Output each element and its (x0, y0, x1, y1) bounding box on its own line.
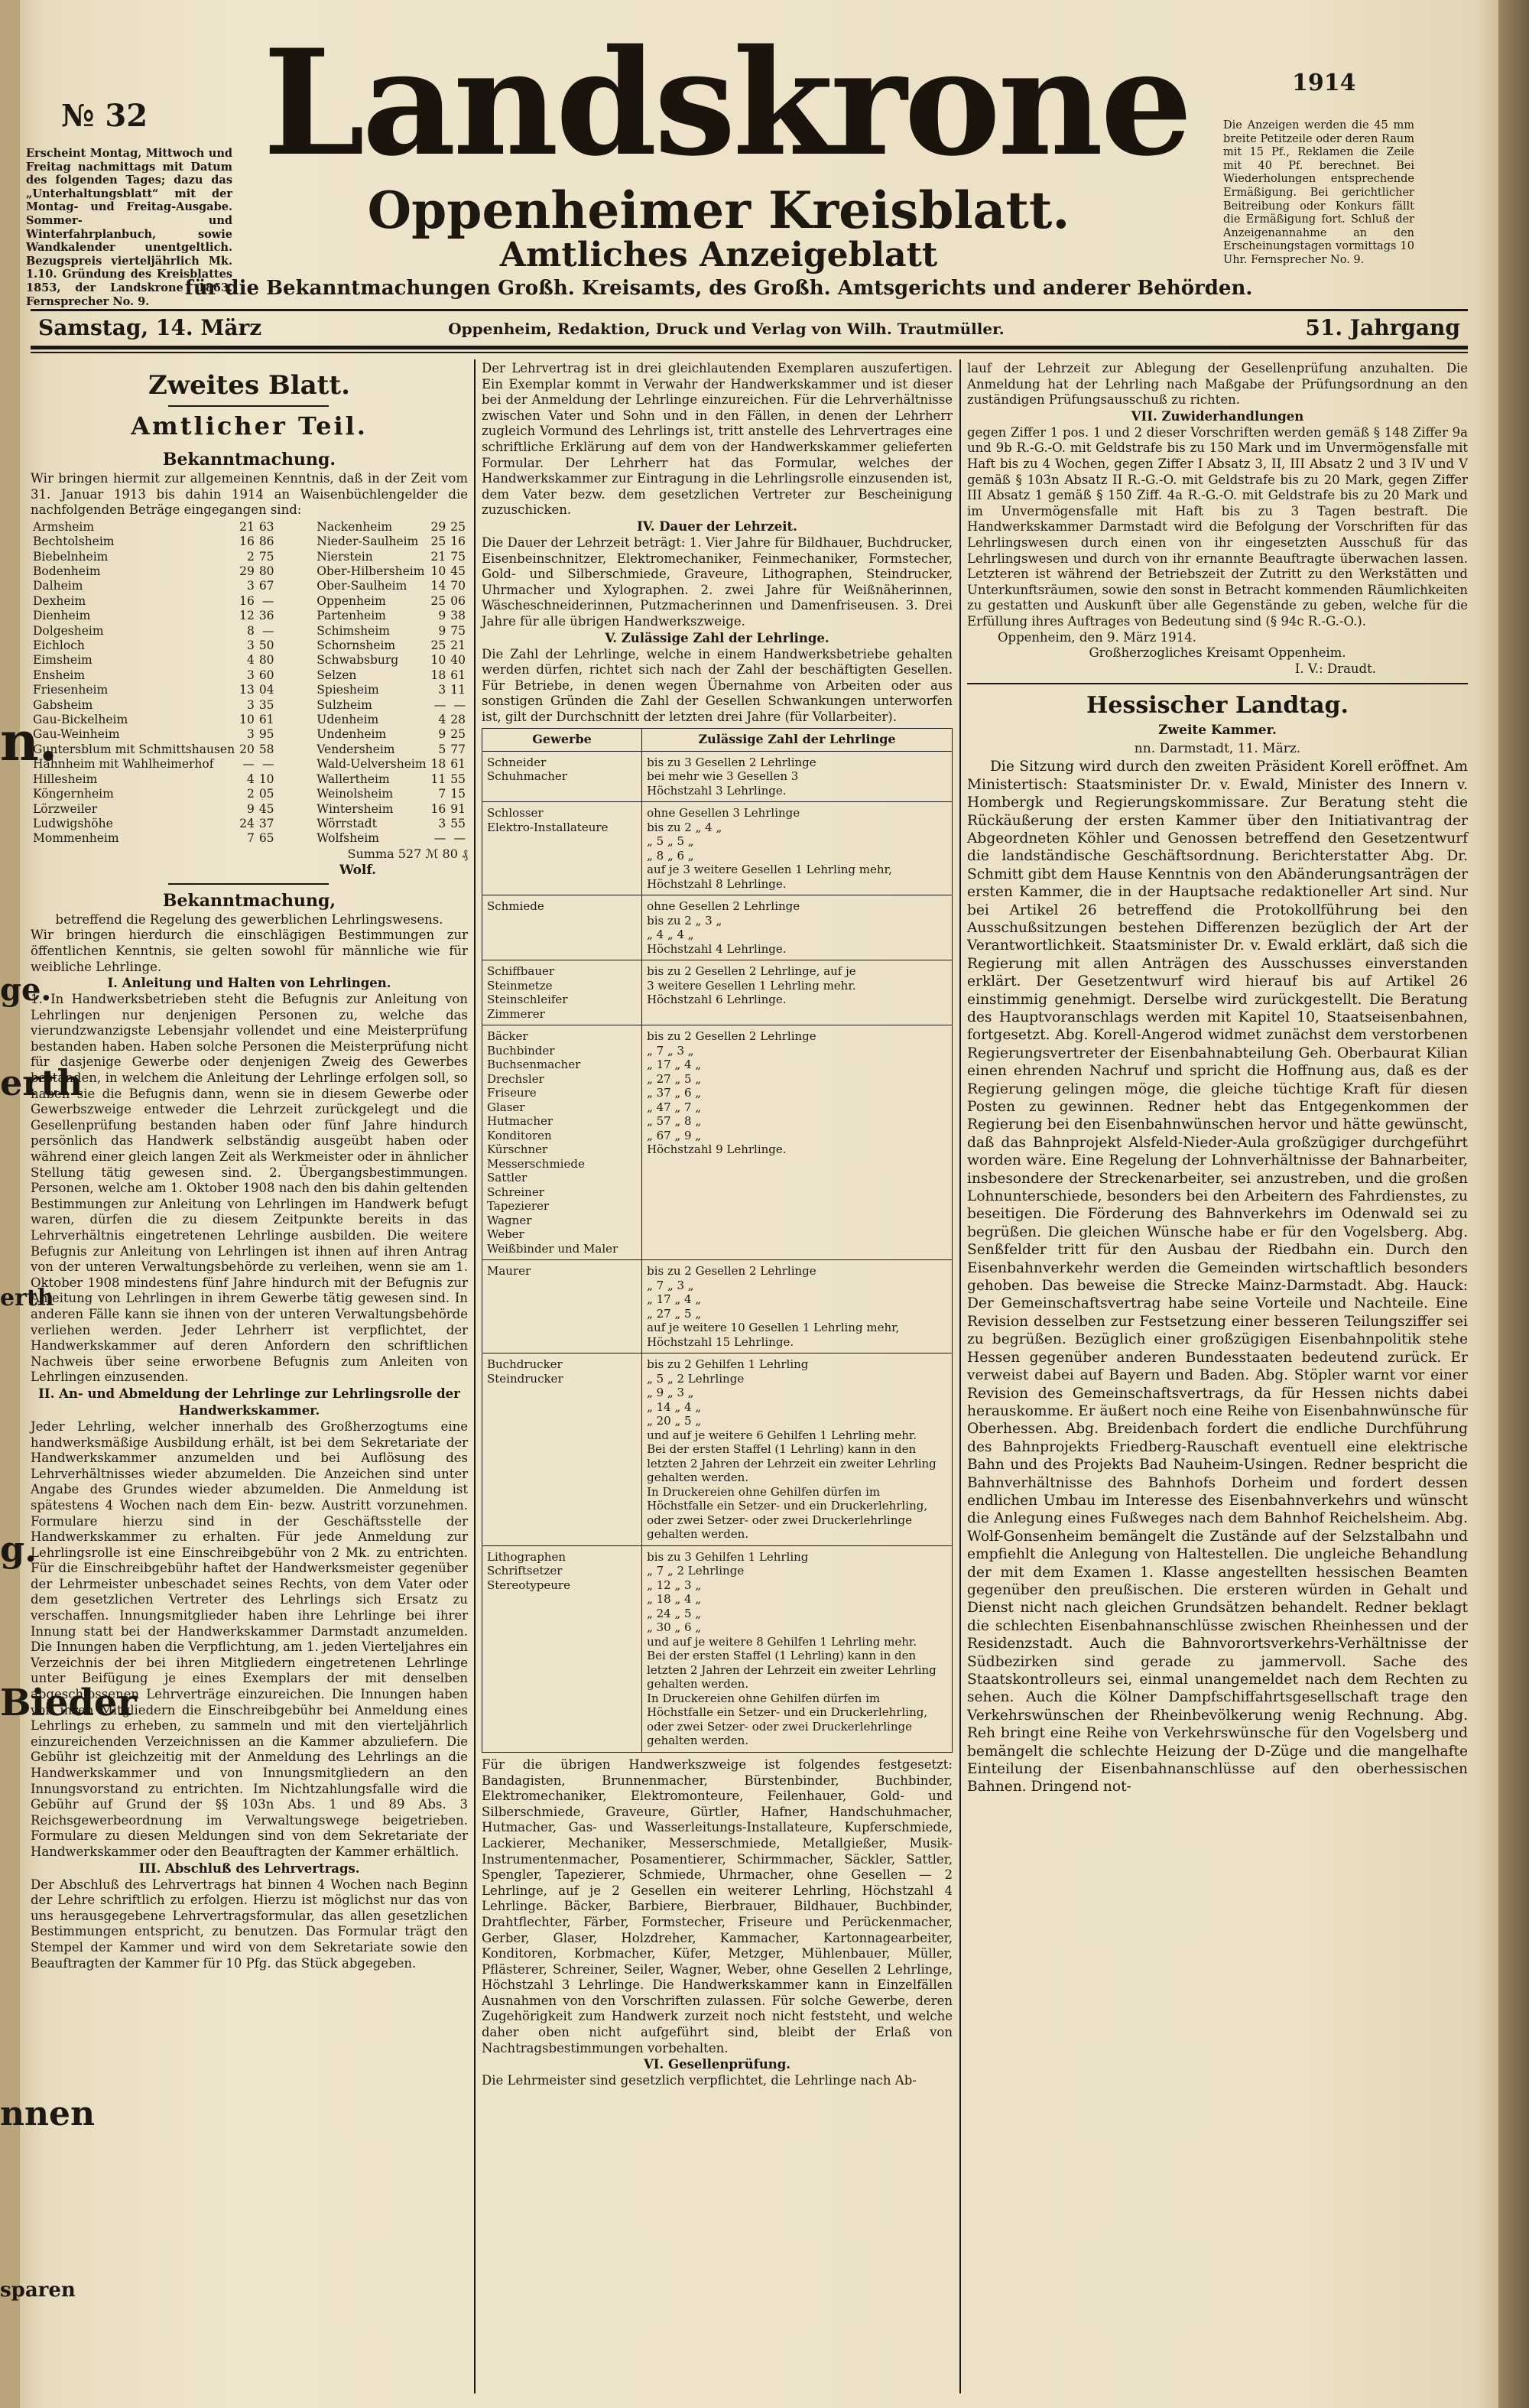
town-name: Nierstein (317, 549, 373, 564)
town-name: Oppenheim (317, 593, 386, 608)
contract-text: Der Lehrvertrag ist in drei gleichlautenden Exemplaren auszufertigen. Ein Exemplar kommt in Verwahr der Handwerkskammer und ist dieser bei der Anmeldung der Lehrlinge einzureichen. Für die Lehrverhältnisse zwischen Vater und Sohn und in den Fällen, in denen der Lehrherr zugleich Vormund des Lehrlings ist, tritt anstelle des Lehrvertrages eine schriftliche Erklärung auf dem von der Handwerkskammer gelieferten Formular. Der Lehrherr hat das Formular, welches der Handwerkskammer zur Eintragung in die Lehrlingsrolle einzusenden ist, dem Vater bezw. dem gesetzlichen Vertreter zur Bescheinigung zuzuschicken. (482, 361, 953, 518)
mark-amount: 2 (246, 549, 255, 564)
apprentice-limit-cell: bis zu 2 Gesellen 2 Lehrlinge „ 7 „ 3 „ „ 17 „ 4 „ „ 27 „ 5 „ „ 37 „ 6 „ „ 47 „ 7 „ „ 57 „ 8 „ „ 67 „ 9 „ Höchstzahl 9 Lehrlinge. (642, 1025, 953, 1260)
table-row (314, 683, 468, 697)
volume-number: 51. Jahrgang (1305, 315, 1460, 340)
table-row (31, 831, 277, 846)
mark-amount: 14 (430, 579, 446, 593)
publisher-line: Oppenheim, Redaktion, Druck und Verlag von Wilh. Trautmüller. (448, 320, 1005, 338)
town-name: Hillesheim (33, 772, 98, 786)
town-name: Wörrstadt (317, 816, 377, 830)
pfennig-amount: 45 (258, 801, 274, 816)
notice-title: Bekanntmachung, (162, 890, 336, 911)
pfennig-amount: 11 (450, 683, 466, 697)
article-subheadline: Zweite Kammer. (1158, 723, 1277, 739)
town-name: Ober-Saulheim (317, 579, 407, 593)
table-row (314, 550, 468, 564)
pfennig-amount: — (453, 697, 466, 712)
town-name: Ober-Hilbersheim (317, 564, 425, 578)
mark-amount: 9 (438, 727, 446, 742)
section-title: II. An- und Abmeldung der Lehrlinge zur Lehrlingsrolle der Handwerkskammer. (38, 1386, 460, 1418)
table-row (314, 535, 468, 549)
official-gazette-line: Amtliches Anzeigeblatt (499, 236, 938, 275)
pfennig-amount: 04 (258, 683, 274, 697)
column-2 (482, 361, 953, 2395)
notice-intro: Wir bringen hierdurch die einschlägigen Bestimmungen zur öffentlichen Kenntnis, sie gelten sowohl für männliche wie für weibliche Lehrlinge. (31, 928, 468, 974)
mark-amount: — (242, 757, 255, 772)
town-name: Weinolsheim (317, 787, 394, 801)
pfennig-amount: 77 (450, 742, 466, 756)
town-name: Eichloch (33, 639, 85, 653)
pfennig-amount: 38 (450, 609, 466, 623)
town-name: Wald-Uelversheim (317, 757, 427, 772)
authorities-line: für die Bekanntmachungen Großh. Kreisamts, des Großh. Amtsgerichts und anderer Behörden. (184, 277, 1253, 300)
section-title: VII. Zuwiderhandlungen (1131, 408, 1304, 424)
table-row (314, 668, 468, 683)
table-row (31, 639, 277, 653)
table-row (314, 653, 468, 668)
trade-cell: Buchdrucker Steindrucker (482, 1353, 642, 1546)
town-name: Sulzheim (317, 697, 372, 712)
signature-place: Oppenheim, den 9. März 1914. (998, 629, 1196, 645)
town-name: Mommenheim (33, 831, 119, 846)
pfennig-amount: 75 (450, 549, 466, 564)
town-name: Dolgesheim (33, 623, 104, 638)
header-rule (31, 309, 1468, 311)
mark-amount: 10 (430, 564, 446, 578)
mark-amount: 29 (239, 564, 255, 578)
table-row (314, 772, 468, 787)
margin-fragment: g. (0, 1529, 37, 1570)
pfennig-amount: 80 (258, 564, 274, 578)
mark-amount: — (433, 697, 446, 712)
table-row (31, 698, 277, 713)
pfennig-amount: 70 (450, 579, 466, 593)
mark-amount: 4 (246, 653, 255, 668)
mark-amount: 21 (430, 549, 446, 564)
advertising-rates: Die Anzeigen werden die 45 mm breite Petitzeile oder deren Raum mit 15 Pf., Reklamen die Zeile mit 40 Pf. berechnet. Bei Wiederholungen entsprechende Ermäßigung. Bei gerichtlicher Beitreibung oder Konkurs fällt die Ermäßigung fort. Schluß der Anzeigenannahme an den Erscheinungstagen vormittags 10 Uhr. Fernsprecher No. 9. (1223, 119, 1414, 266)
mark-amount: 10 (239, 713, 255, 727)
table-row (31, 668, 277, 683)
notice-intro: Wir bringen hiermit zur allgemeinen Kenntnis, daß in der Zeit vom 31. Januar 1913 bis dahin 1914 an Waisenbüchlengelder die nachfolgenden Beträge eingegangen sind: (31, 471, 468, 518)
table-row (482, 1260, 953, 1353)
town-name: Dexheim (33, 593, 86, 608)
signature-office: Großherzogliches Kreisamt Oppenheim. (1089, 645, 1346, 661)
pfennig-amount: — (262, 623, 274, 638)
pfennig-amount: 37 (258, 816, 274, 830)
divider (168, 405, 329, 407)
table-row (31, 564, 277, 579)
article-text: Die Sitzung wird durch den zweiten Präsident Korell eröffnet. Am Ministertisch: Staatsminister Dr. v. Ewald, Minister des Innern v. Hombergk und Regierungskommissare. Zur Beratung steht die Rückäußerung der ersten Kammer über den Initiativantrag der Abgeordneten Köhler und Genossen betreffend den Gesetzentwurf die landständische Geschäftsordnung. Berichterstatter Abg. Dr. Schmitt gibt dem Hause Kenntnis von den Abänderungsanträgen der ersten Kammer, die in der Hauptsache redaktioneller Art sind. Nur bei Artikel 26 betreffend die Protokollführung bei den Ausschußsitzungen bestehen Differenzen bezüglich der Art der Verantwortlichkeit. Staatsminister Dr. v. Ewald erklärt, daß sich die Regierung mit allen Anträgen des Ausschusses einverstanden erklärt. Der Gesetzentwurf wird hierauf bis auf Artikel 26 einstimmig genehmigt. Derselbe wird zurückgestellt. Die Beratung des Hauptvoranschlags werden mit Kapitel 10, Staatseisenbahnen, fortgesetzt. Abg. Korell-Angerod widmet zunächst dem verstorbenen Regierungsvertreter der Eisenbahnabteilung Geh. Oberbaurat Kilian einen ehrenden Nachruf und spricht die Hoffnung aus, daß es der Regierung gelingen möge, die gleiche tüchtige Kraft für diesen Posten zu gewinnen. Redner hebt das Entgegenkommen der Regierung bei den Eisenbahnwünschen hervor und hätte gewünscht, daß das Bahnprojekt Alsfeld-Nieder-Aula großzügiger durchgeführt worden wäre. Eine Regelung der Lohnverhältnisse der Bahnarbeiter, insbesondere der Streckenarbeiter, sei anzustreben, und die großen Lohnunterschiede, besonders bei den Arbeitern des Fahrdienstes, zu beseitigen. Die Förderung des Bahnverkehrs im Odenwald sei zu begrüßen. Die gleichen Wünsche habe er für den Vogelsberg. Abg. Senßfelder tritt für den Ausbau der Riedbahn ein. Durch den Eisenbahnverkehr werden die Gemeinden wirtschaftlich besonders gehoben. Das beweise die Strecke Mainz-Darmstadt. Abg. Hauck: Der Gemeinschaftsvertrag habe seine Vorteile und Nachteile. Eine Revision desselben zur Festsetzung einer besseren Teilungsziffer sei zu begrüßen. Bezüglich einer großzügigen Eisenbahnpolitik stehe Hessen gegenüber anderen Bundesstaaten bedeutend zurück. Er verweist dabei auf Bayern und Baden. Abg. Stöpler warnt vor einer Revision des Gemeinschaftsvertrags, da für Hessen nichts dabei herauskomme. Er äußert noch eine Reihe von Eisenbahnwünsche für Oberhessen. Abg. Breidenbach fordert die endliche Durchführung des Bahnprojekts Friedberg-Rauschaft eventuell eine elektrische Bahn und des Projekts Bad Nauheim-Usingen. Redner bespricht die Bahnverhältnisse des Bahnhofs Dorheim und fordert dessen endlichen Umbau im Interesse des Eisenbahnverkehrs und wünscht die Anlegung eines Fußweges nach dem Bahnhof Reichelsheim. Abg. Wolf-Gonsenheim bemängelt die Zustände auf der Selzstalbahn und empfiehlt die Anlegung von Haltestellen. Die ungleiche Behandlung der mit dem Examen 1. Klasse angestellten hessischen Beamten gegenüber den preußischen. Die ersteren würden in Gehalt und Dienst nicht nach gleichen Grundsätzen behandelt. Redner beklagt die schlechten Eisenbahnanschlüsse zwischen Rheinhessen und der Residenzstadt. Auch die Bahnvorortsverkehrs-Verhältnisse der Südbezirken sind gerade zu jammervoll. Sache des Staatskontrolleurs sei, einmal unangemeldet nach dem Rechten zu sehen. Auch die Kölner Dampfschiffahrtsgesellschaft trage den Verkehrswünschen der Rheinbevölkerung wenig Rechnung. Abg. Reh bringt eine Reihe von Verkehrswünsche für den Vogelsberg und bemängelt die schlechte Heizung der D-Züge und die mangelhafte Einteilung der Eisenbahnanschlüsse auf den oberhessischen Bahnen. Dringend not- (967, 759, 1468, 1795)
table-row (314, 802, 468, 817)
pfennig-amount: — (262, 593, 274, 608)
town-name: Köngernheim (33, 787, 114, 801)
section-text: Die Lehrmeister sind gesetzlich verpflichtet, die Lehrlinge nach Ab- (482, 2073, 917, 2088)
orphan-fund-table (31, 520, 468, 847)
table-row (31, 802, 277, 817)
table-row (314, 564, 468, 579)
apprentice-limit-cell: bis zu 2 Gesellen 2 Lehrlinge „ 7 „ 3 „ „ 17 „ 4 „ „ 27 „ 5 „ auf je weitere 10 Gesellen 1 Lehrling mehr, Höchstzahl 15 Lehrlinge. (642, 1260, 953, 1353)
divider (168, 883, 329, 885)
pfennig-amount: 63 (258, 519, 274, 534)
column-1 (31, 361, 468, 2395)
pfennig-amount: 61 (450, 757, 466, 772)
signature: Wolf. (339, 862, 376, 878)
section-text: Für die übrigen Handwerkszweige ist folgendes festgesetzt: Bandagisten, Brunnenmacher, Bürstenbinder, Buchbinder, Elektromechaniker, Elektromonteure, Feilenhauer, Gold- und Silberschmiede, Graveure, Gürtler, Hafner, Handschuhmacher, Hutmacher, Gas- und Wasserleitungs-Installateure, Kupferschmiede, Lackierer, Mechaniker, Messerschmiede, Metallgießer, Musik-Instrumentenmacher, Posamentierer, Schirmmacher, Säckler, Sattler, Spengler, Tapezierer, Schmiede, Uhrmacher, ohne Gesellen — 2 Lehrlinge, auf je 2 Gesellen ein weiterer Lehrling, Höchstzahl 4 Lehrlinge. Bäcker, Barbiere, Bierbrauer, Bildhauer, Buchbinder, Drahtflechter, Färber, Formstecher, Friseure und Perückenmacher, Gerber, Glaser, Holzdreher, Kammacher, Kartonnagearbeiter, Konditoren, Korbmacher, Küfer, Metzger, Mühlenbauer, Müller, Pflästerer, Schreiner, Seiler, Wagner, Weber, ohne Gesellen 2 Lehrlinge, Höchstzahl 3 Lehrlinge. Die Handwerkskammer kann in Einzelfällen Ausnahmen von den Vorschriften zulassen. Für solche Gewerbe, deren Zugehörigkeit zum Handwerk zurzeit noch nicht feststeht, und welche daher oben nicht aufgeführt sind, bleibt der Erlaß von Nachtragsbestimmungen vorbehalten. (482, 1756, 953, 2055)
pfennig-amount: 16 (450, 535, 466, 549)
table-row (31, 520, 277, 535)
town-name: Lörzweiler (33, 801, 98, 816)
town-name: Dienheim (33, 609, 91, 623)
town-name: Gabsheim (33, 697, 93, 712)
pfennig-amount: 60 (258, 668, 274, 682)
town-name: Bechtolsheim (33, 535, 115, 549)
notice-title: Bekanntmachung. (162, 450, 336, 470)
table-row (314, 624, 468, 639)
mark-amount: 9 (246, 801, 255, 816)
town-name: Eimsheim (33, 653, 93, 668)
town-name: Wintersheim (317, 801, 394, 816)
pfennig-amount: 61 (258, 713, 274, 727)
margin-fragment: nnen (0, 2094, 95, 2133)
mark-amount: 20 (239, 742, 255, 756)
table-row (314, 831, 468, 846)
town-name: Gau-Weinheim (33, 727, 120, 742)
table-row (482, 1545, 953, 1752)
table-row (482, 751, 953, 802)
masthead-title: Landskrone (262, 18, 1190, 188)
mark-amount: 9 (438, 609, 446, 623)
pfennig-amount: 55 (450, 816, 466, 830)
section-text: Die Dauer der Lehrzeit beträgt: 1. Vier Jahre für Bildhauer, Buchdrucker, Eisenbeinschnitzer, Elektromechaniker, Feinmechaniker, Formstecher, Gold- und Silberschmiede, Graveure, Lithographen, Steindrucker, Uhrmacher und Xylographen. 2. zwei Jahre für Weißnäherinnen, Wäscheschneiderinnen, Putzmacherinnen und Damenfriseusen. 3. Drei Jahre für alle übrigen Handwerkszweige. (482, 535, 953, 629)
apprentice-limits-table (482, 728, 953, 1753)
margin-fragment: ge. (0, 972, 52, 1008)
table-row (31, 743, 277, 757)
table-row (31, 727, 277, 742)
table-row (31, 757, 277, 772)
pfennig-amount: 50 (258, 639, 274, 653)
mark-amount: 18 (430, 668, 446, 682)
margin-fragment: n. (0, 710, 58, 773)
table-row (482, 1353, 953, 1546)
section-title: IV. Dauer der Lehrzeit. (637, 518, 797, 534)
table-row (31, 594, 277, 609)
table-row (314, 713, 468, 727)
pfennig-amount: 25 (450, 727, 466, 742)
town-name: Wolfsheim (317, 831, 379, 846)
mark-amount: 10 (430, 653, 446, 668)
pfennig-amount: 28 (450, 713, 466, 727)
section-heading: Zweites Blatt. (148, 370, 350, 401)
table-row (314, 579, 468, 593)
table-row (31, 550, 277, 564)
mark-amount: 3 (246, 727, 255, 742)
pfennig-amount: 35 (258, 697, 274, 712)
section-text: Der Abschluß des Lehrvertrags hat binnen 4 Wochen nach Beginn der Lehre schriftlich zu erfolgen. Hierzu ist möglichst nur das von uns herausgegebene Lehrvertragsformular, das allen gesetzlichen Bestimmungen entspricht, zu benutzen. Das Formular trägt den Stempel der Kammer und wird von dem Sekretariate sowie den Beauftragten der Kammer für 10 Pfg. das Stück abgegeben. (31, 1877, 468, 1971)
divider (967, 683, 1468, 684)
mark-amount: 3 (246, 697, 255, 712)
table-row (31, 713, 277, 727)
trade-cell: Schiffbauer Steinmetze Steinschleifer Zimmerer (482, 960, 642, 1025)
section-text: Jeder Lehrling, welcher innerhalb des Großherzogtums eine handwerksmäßige Ausbildung erhält, ist bei dem Sekretariate der Handwerkskammer anzumelden und bei Auflösung des Lehrverhältnisses wieder abzumelden. Die Anzeichen sind unter Angabe des Grundes wieder abzumelden. Die Anmeldung ist spätestens 4 Wochen nach dem Ein- bezw. Austritt vorzunehmen. Formulare hierzu sind in der Geschäftsstelle der Handwerkskammer zu erhalten. Für jede Anmeldung zur Lehrlingsrolle ist eine Einschreibgebühr von 2 Mk. zu entrichten. Für die Einschreibgebühr haftet der Handwerksmeister gegenüber der Lehrmeister unbeschadet seines Rechts, von dem Vater oder dem gesetzlichen Vertreter des Lehrlings sich Ersatz zu verschaffen. Innungsmitglieder haben ihre Lehrlinge bei ihrer Innung statt bei der Handwerkskammer Darmstadt anzumelden. Die Innungen haben die Verpflichtung, am 1. jeden Vierteljahres ein Verzeichnis der bei ihren Mitgliedern eingetretenen Lehrlinge unter Beifügung je eines Exemplars der mit denselben abgeschlossenen Lehrverträge einzureichen. Die Innungen haben von ihren Mitgliedern die Einschreibgebühr bei Anmeldung eines Lehrlings zu erheben, zu sammeln und mit den vierteljährlich einzureichenden Verzeichnissen an die Kammer abzuliefern. Die Gebühr ist gleichzeitig mit der Anmeldung des Lehrlings an die Handwerkskammer und von Innungsmitgliedern an den Innungsvorstand zu entrichten. Im Nichtzahlungsfalle wird die Gebühr auf Grund der §§ 103n Abs. 1 und 89 Abs. 3 Reichsgewerbeordnung im Verwaltungswege beigetrieben. Formulare zu diesen Meldungen sind von dem Sekretariate der Handwerkskammer oder den Beauftragten der Kammer erhältlich. (31, 1418, 468, 1859)
table-row (482, 1025, 953, 1260)
town-name: Schwabsburg (317, 653, 399, 668)
table-row (31, 772, 277, 787)
table-row (31, 787, 277, 801)
dateline: nn. Darmstadt, 11. März. (1134, 741, 1301, 757)
town-name: Spiesheim (317, 683, 379, 697)
mark-amount: 21 (239, 519, 255, 534)
pfennig-amount: 75 (450, 623, 466, 638)
exam-text: lauf der Lehrzeit zur Ablegung der Gesellenprüfung anzuhalten. Die Anmeldung hat der Lehrling nach Maßgabe der Prüfungsordnung an den zuständigen Prüfungsausschuß zu richten. (967, 361, 1468, 408)
mark-amount: 25 (430, 639, 446, 653)
table-row (314, 727, 468, 742)
town-name: Undenheim (317, 727, 387, 742)
table-row (314, 639, 468, 653)
mark-amount: 4 (246, 772, 255, 786)
table-row (31, 624, 277, 639)
pfennig-amount: 75 (258, 549, 274, 564)
signature-name: I. V.: Draudt. (1294, 661, 1376, 676)
apprentice-limit-cell: ohne Gesellen 2 Lehrlinge bis zu 2 „ 3 „ „ 4 „ 4 „ Höchstzahl 4 Lehrlinge. (642, 895, 953, 960)
pfennig-amount: 55 (450, 772, 466, 786)
section-text: 1. In Handwerksbetrieben steht die Befugnis zur Anleitung von Lehrlingen nur denjenigen Personen zu, welche das vierundzwanzigste Lebensjahr vollendet und eine Meisterprüfung bestanden haben. Haben solche Personen die Meisterprüfung nicht für dasjenige Gewerbe oder denjenigen Zweig des Gewerbes bestanden, in welchem die Anleitung der Lehrlinge erfolgen soll, so haben sie die Befugnis dann, wenn sie in diesem Gewerbe oder Gewerbszweige entweder die Lehrzeit zurückgelegt und die Gesellenprüfung bestanden haben oder fünf Jahre hindurch persönlich das Handwerk selbständig ausgeübt haben oder während einer gleich langen Zeit als Werkmeister oder in ähnlicher Stellung tätig gewesen sind. 2. Übergangsbestimmungen. Personen, welche am 1. Oktober 1908 nach den bis dahin geltenden Bestimmungen zur Anleitung von Lehrlingen im Handwerk befugt waren, dürfen die zu diesem Zeitpunkte bereits in das Lehrverhältnis eingetretenen Lehrlinge ausbilden. Die weitere Befugnis zur Anleitung von Lehrlingen ist ihnen auf ihren Antrag von der unteren Verwaltungsbehörde zu verleihen, wenn sie am 1. Oktober 1908 mindestens fünf Jahre hindurch mit der Befugnis zur Anleitung von Lehrlingen in ihrem Gewerbe tätig gewesen sind. In anderen Fälle kann sie ihnen von der unteren Verwaltungsbehörde verliehen werden. Jeder Lehrherr ist verpflichtet, der Handwerkskammer auf deren Anfordern den schriftlichen Nachweis über seine erworbene Befugnis zum Anleiten von Lehrlingen einzusenden. (31, 992, 468, 1385)
town-name: Friesenheim (33, 683, 109, 697)
section-title: VI. Gesellenprüfung. (643, 2057, 790, 2072)
pfennig-amount: 05 (258, 787, 274, 801)
orphan-fund-list-right (314, 520, 468, 847)
apprentice-limit-cell: bis zu 2 Gesellen 2 Lehrlinge, auf je 3 weitere Gesellen 1 Lehrling mehr. Höchstzahl 6 Lehrlinge. (642, 960, 953, 1025)
mark-amount: 8 (246, 623, 255, 638)
issue-date: Samstag, 14. März (38, 315, 262, 340)
masthead-subtitle: Oppenheimer Kreisblatt. (367, 180, 1070, 240)
town-name: Schornsheim (317, 639, 396, 653)
notice-subtitle: betreffend die Regelung des gewerblichen Lehrlingswesens. (55, 912, 443, 927)
pfennig-amount: — (262, 757, 274, 772)
town-name: Wallertheim (317, 772, 390, 786)
section-title: V. Zulässige Zahl der Lehrlinge. (605, 630, 829, 645)
town-name: Dalheim (33, 579, 83, 593)
mark-amount: 9 (438, 623, 446, 638)
margin-fragment: erth (0, 1285, 54, 1311)
table-row (314, 787, 468, 801)
pfennig-amount: 40 (450, 653, 466, 668)
issue-number: № 32 (61, 98, 148, 134)
table-row (314, 757, 468, 772)
orphan-fund-list-left (31, 520, 277, 847)
trade-cell: Schneider Schuhmacher (482, 751, 642, 802)
pfennig-amount: 80 (258, 653, 274, 668)
pfennig-amount: 95 (258, 727, 274, 742)
trade-cell: Bäcker Buchbinder Buchsenmacher Drechsler Friseure Glaser Hutmacher Konditoren Kürschner Messerschmiede Sattler Schreiner Tapezierer Wagner Weber Weißbinder und Maler (482, 1025, 642, 1260)
mark-amount: 3 (438, 816, 446, 830)
mark-amount: 3 (246, 579, 255, 593)
mark-amount: 24 (239, 816, 255, 830)
pfennig-amount: 21 (450, 639, 466, 653)
mark-amount: 11 (430, 772, 446, 786)
apprentice-limit-cell: ohne Gesellen 3 Lehrlinge bis zu 2 „ 4 „ „ 5 „ 5 „ „ 8 „ 6 „ auf je 3 weitere Gesellen 1 Lehrling mehr, Höchstzahl 8 Lehrlinge. (642, 802, 953, 895)
mark-amount: 5 (438, 742, 446, 756)
mark-amount: 25 (430, 593, 446, 608)
table-row (31, 683, 277, 697)
margin-fragment: Bieder (0, 1682, 137, 1724)
mark-amount: 7 (438, 787, 446, 801)
table-row (31, 653, 277, 668)
binding-spine (1498, 0, 1529, 2408)
subscription-info: Erscheint Montag, Mittwoch und Freitag nachmittags mit Datum des folgenden Tages; dazu das „Unterhaltungsblatt“ mit der Montag- und Freitag-Ausgabe. Sommer- und Winterfahrplanbuch, sowie Wandkalender unentgeltlich. Bezugspreis vierteljährlich Mk. 1.10. Gründung des Kreisblattes 1853, der Landskrone 1863. Fernsprecher No. 9. (26, 147, 232, 308)
table-row (314, 594, 468, 609)
town-name: Vendersheim (317, 742, 395, 756)
town-name: Armsheim (33, 519, 95, 534)
pfennig-amount: 67 (258, 579, 274, 593)
pfennig-amount: 36 (258, 609, 274, 623)
table-row (31, 535, 277, 549)
table-row (31, 609, 277, 623)
table-row (314, 743, 468, 757)
table-row (314, 698, 468, 713)
section-title: III. Abschluß des Lehrvertrags. (138, 1860, 360, 1876)
pfennig-amount: 91 (450, 801, 466, 816)
section-text: Die Zahl der Lehrlinge, welche in einem Handwerksbetriebe gehalten werden dürfen, richtet sich nach der Zahl der beschäftigten Gesellen. Für Betriebe, in denen wegen Übernahme von Arbeiten oder aus sonstigen Gründen die Zahl der Gesellen Schwankungen unterworfen ist, gilt der Durchschnitt der letzten drei Jahre (für Vollarbeiter). (482, 646, 953, 724)
town-name: Biebelnheim (33, 549, 109, 564)
mark-amount: 4 (438, 713, 446, 727)
town-name: Gau-Bickelheim (33, 713, 128, 727)
town-name: Bodenheim (33, 564, 101, 578)
article-headline: Hessischer Landtag. (1086, 692, 1349, 720)
pfennig-amount: 65 (258, 831, 274, 846)
town-name: Ensheim (33, 668, 86, 682)
apprentice-limit-cell: bis zu 3 Gehilfen 1 Lehrling „ 7 „ 2 Lehrlinge „ 12 „ 3 „ „ 18 „ 4 „ „ 24 „ 5 „ „ 30 „ 6 „ und auf je weitere 8 Gehilfen 1 Lehrling mehr. Bei der ersten Staffel (1 Lehrling) kann in den letzten 2 Jahren der Lehrzeit ein zweiter Lehrling gehalten werden. In Druckereien ohne Gehilfen dürfen im Höchstfalle ein Setzer- und ein Druckerlehrling, oder zwei Setzer- oder zwei Druckerlehrlinge gehalten werden. (642, 1545, 953, 1752)
trade-cell: Maurer (482, 1260, 642, 1353)
town-name: Udenheim (317, 713, 379, 727)
mark-amount: 3 (246, 668, 255, 682)
pfennig-amount: 15 (450, 787, 466, 801)
town-name: Partenheim (317, 609, 386, 623)
pfennig-amount: 61 (450, 668, 466, 682)
trade-cell: Lithographen Schriftsetzer Stereotypeure (482, 1545, 642, 1752)
table-row (31, 579, 277, 593)
trade-cell: Schlosser Elektro-Installateure (482, 802, 642, 895)
mark-amount: 3 (246, 639, 255, 653)
mark-amount: 18 (430, 757, 446, 772)
apprentice-limit-cell: bis zu 3 Gesellen 2 Lehrlinge bei mehr wie 3 Gesellen 3 Höchstzahl 3 Lehrlinge. (642, 751, 953, 802)
mark-amount: 16 (239, 535, 255, 549)
mark-amount: 29 (430, 519, 446, 534)
pfennig-amount: 45 (450, 564, 466, 578)
column-divider (959, 359, 961, 2393)
mark-amount: 7 (246, 831, 255, 846)
section-text: gegen Ziffer 1 pos. 1 und 2 dieser Vorschriften werden gemäß § 148 Ziffer 9a und 9b R.-G.-O. mit Geldstrafe bis zu 150 Mark und im Unvermögensfalle mit Haft bis zu 4 Wochen, gegen Ziffer I Absatz 3, II, III Absatz 2 und 3 IV und V gemäß § 103n Absatz II R.-G.-O. mit Geldstrafe bis zu 20 Mark, gegen Ziffer III Absatz 1 gemäß § 150 Ziff. 4a R.-G.-O. mit Geldstrafe bis zu 20 Mark und im Unvermögensfalle mit Haft bis zu 3 Tagen bestraft. Die Handwerkskammer Darmstadt wird die Befolgung der Vorschriften für das Lehrlingswesen durch einen von ihr eingesetzten Ausschuß für das Lehrlingswesen und durch von ihr ernannte Beauftragte überwachen lassen. Letzteren ist während der Betriebszeit der Zutritt zu den Werkstätten und Unterkunftsräumen, sowie den sonst in Betracht kommenden Räumlichkeiten zu gestatten und Auskunft über alle Gegenstände zu geben, welche für die Erfüllung ihres Auftrages von Bedeutung sind (§ 94c R.-G.-O.). (967, 424, 1468, 629)
table-header: Gewerbe (482, 729, 642, 752)
table-row (314, 609, 468, 623)
mark-amount: 16 (430, 801, 446, 816)
town-name: Guntersblum mit Schmittshausen (33, 742, 235, 756)
mark-amount: 12 (239, 609, 255, 623)
mark-amount: 13 (239, 683, 255, 697)
left-margin-strip (0, 0, 20, 2408)
mark-amount: 3 (438, 683, 446, 697)
pfennig-amount: 06 (450, 593, 466, 608)
trade-cell: Schmiede (482, 895, 642, 960)
table-row (482, 960, 953, 1025)
section-title: I. Anleitung und Halten von Lehrlingen. (107, 976, 391, 991)
town-name: Selzen (317, 668, 357, 682)
margin-fragment: erth (0, 1062, 83, 1103)
pfennig-amount: 58 (258, 742, 274, 756)
pfennig-amount: — (453, 831, 466, 846)
header-double-rule (31, 352, 1468, 353)
column-3 (967, 361, 1468, 2395)
town-name: Nieder-Saulheim (317, 535, 419, 549)
table-row (482, 895, 953, 960)
margin-fragment: sparen (0, 2279, 76, 2302)
pfennig-amount: 25 (450, 519, 466, 534)
header-double-rule (31, 346, 1468, 349)
mark-amount: 25 (430, 535, 446, 549)
apprentice-limit-cell: bis zu 2 Gehilfen 1 Lehrling „ 5 „ 2 Lehrlinge „ 9 „ 3 „ „ 14 „ 4 „ „ 20 „ 5 „ und auf je weitere 6 Gehilfen 1 Lehrling mehr. Bei der ersten Staffel (1 Lehrling) kann in den letzten 2 Jahren der Lehrzeit ein zweiter Lehrling gehalten werden. In Druckereien ohne Gehilfen dürfen im Höchstfalle ein Setzer- und ein Druckerlehrling, oder zwei Setzer- oder zwei Druckerlehrlinge gehalten werden. (642, 1353, 953, 1546)
table-header: Zulässige Zahl der Lehrlinge (642, 729, 953, 752)
table-row (31, 817, 277, 831)
town-name: Hahnheim mit Wahlheimerhof (33, 757, 214, 772)
pfennig-amount: 10 (258, 772, 274, 786)
pfennig-amount: 86 (258, 535, 274, 549)
mark-amount: 2 (246, 787, 255, 801)
table-row (482, 802, 953, 895)
mark-amount: — (433, 831, 446, 846)
town-name: Ludwigshöhe (33, 816, 113, 830)
issue-year: 1914 (1292, 70, 1356, 96)
column-divider (474, 359, 476, 2393)
town-name: Nackenheim (317, 519, 393, 534)
town-name: Schimsheim (317, 623, 390, 638)
table-row (314, 520, 468, 535)
mark-amount: 16 (239, 593, 255, 608)
table-row (314, 817, 468, 831)
official-part-heading: Amtlicher Teil. (131, 411, 368, 440)
sum-total: Summa 527 ℳ 80 ₰ (347, 846, 468, 861)
